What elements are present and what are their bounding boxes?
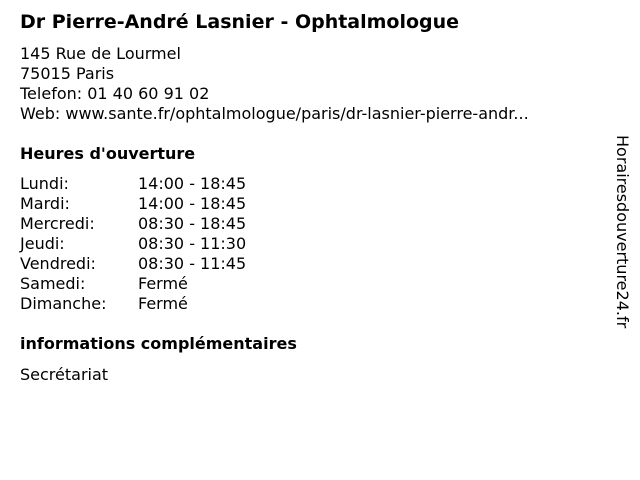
hours-day: Mercredi: bbox=[20, 214, 95, 233]
info-heading: informations complémentaires bbox=[20, 334, 297, 353]
hours-time: 08:30 - 11:45 bbox=[138, 254, 247, 273]
hours-row-friday bbox=[20, 254, 246, 274]
hours-day: Mardi: bbox=[20, 194, 70, 213]
hours-table bbox=[20, 174, 246, 314]
address-city: 75015 Paris bbox=[20, 64, 115, 83]
hours-time: 08:30 - 18:45 bbox=[138, 214, 247, 233]
hours-day: Dimanche: bbox=[20, 294, 107, 313]
hours-row-tuesday bbox=[20, 194, 246, 214]
phone-number: Telefon: 01 40 60 91 02 bbox=[20, 84, 210, 103]
info-text: Secrétariat bbox=[20, 365, 109, 384]
hours-day: Lundi: bbox=[20, 174, 69, 193]
page-title: Dr Pierre-André Lasnier - Ophtalmologue bbox=[20, 11, 460, 33]
hours-time: 08:30 - 11:30 bbox=[138, 234, 247, 253]
site-watermark: Horairesdouverture24.fr bbox=[613, 135, 632, 329]
hours-day: Samedi: bbox=[20, 274, 86, 293]
hours-time: 14:00 - 18:45 bbox=[138, 194, 247, 213]
hours-row-thursday bbox=[20, 234, 246, 254]
hours-heading: Heures d'ouverture bbox=[20, 144, 196, 163]
hours-time: Fermé bbox=[138, 294, 188, 313]
address-street: 145 Rue de Lourmel bbox=[20, 44, 181, 63]
hours-day: Vendredi: bbox=[20, 254, 96, 273]
address-block bbox=[20, 44, 529, 124]
hours-row-saturday bbox=[20, 274, 246, 294]
hours-row-wednesday bbox=[20, 214, 246, 234]
website-link[interactable]: Web: www.sante.fr/ophtalmologue/paris/dr-lasnier-pierre-andr... bbox=[20, 104, 529, 123]
hours-day: Jeudi: bbox=[20, 234, 65, 253]
hours-row-sunday bbox=[20, 294, 246, 314]
hours-time: Fermé bbox=[138, 274, 188, 293]
hours-row-monday bbox=[20, 174, 246, 194]
hours-time: 14:00 - 18:45 bbox=[138, 174, 247, 193]
